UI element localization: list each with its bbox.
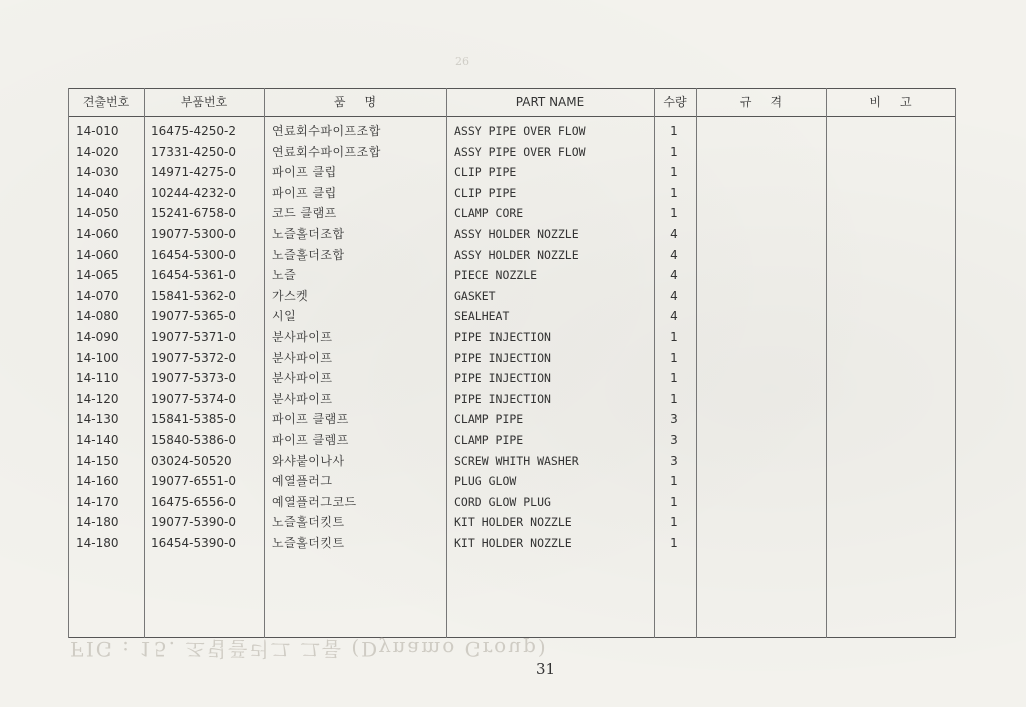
part-no-cell: 19077-5371-0 <box>151 330 237 344</box>
korean-name-cell: 분사파이프 <box>272 371 333 386</box>
column-rule <box>826 88 827 638</box>
korean-name-cell: 시일 <box>272 309 297 324</box>
part-no-cell: 17331-4250-0 <box>151 144 237 159</box>
fig-no-cell: 14-060 <box>76 227 119 241</box>
part-no-cell: 16475-4250-2 <box>151 124 237 138</box>
qty-cell: 4 <box>670 268 678 283</box>
fig-no-cell: 14-050 <box>76 206 119 221</box>
qty-cell: 4 <box>670 288 678 303</box>
part-name-cell: SCREW WHITH WASHER <box>454 453 579 468</box>
part-no-cell: 14971-4275-0 <box>151 165 237 180</box>
part-no-cell: 16454-5361-0 <box>151 268 237 283</box>
qty-cell: 1 <box>670 185 678 200</box>
fig-no-cell: 14-130 <box>76 412 119 427</box>
part-no-cell: 16454-5300-0 <box>151 247 237 262</box>
korean-name-cell: 와샤붙이나사 <box>272 453 345 468</box>
part-name-cell: ASSY PIPE OVER FLOW <box>454 124 586 138</box>
fig-no-cell: 14-100 <box>76 350 119 365</box>
column-rule <box>696 88 697 638</box>
part-name-cell: ASSY PIPE OVER FLOW <box>454 144 586 159</box>
fig-no-cell: 14-170 <box>76 494 119 509</box>
korean-name-cell: 노즐 <box>272 268 297 283</box>
part-name-cell: CORD GLOW PLUG <box>454 494 551 509</box>
korean-name-cell: 분사파이프 <box>272 330 333 344</box>
part-no-cell: 16454-5390-0 <box>151 536 237 550</box>
part-name-cell: ASSY HOLDER NOZZLE <box>454 227 579 241</box>
part-name-cell: PIPE INJECTION <box>454 371 551 386</box>
fig-no-cell: 14-040 <box>76 185 119 200</box>
qty-cell: 3 <box>670 433 678 447</box>
qty-cell: 1 <box>670 330 678 344</box>
page-number: 31 <box>536 660 556 678</box>
header-fig-no: 견출번호 <box>82 95 130 109</box>
qty-cell: 1 <box>670 165 678 180</box>
qty-cell: 1 <box>670 371 678 386</box>
fig-no-cell: 14-180 <box>76 515 119 530</box>
part-no-cell: 15840-5386-0 <box>151 433 237 447</box>
qty-cell: 4 <box>670 309 678 324</box>
korean-name-cell: 노즐홀더킷트 <box>272 515 345 530</box>
part-name-cell: PIPE INJECTION <box>454 330 551 344</box>
parts-table <box>68 88 956 638</box>
korean-name-cell: 파이프 클렘프 <box>272 433 349 447</box>
part-no-cell: 15241-6758-0 <box>151 206 237 221</box>
part-no-cell: 19077-5372-0 <box>151 350 237 365</box>
qty-cell: 4 <box>670 247 678 262</box>
fig-no-cell: 14-150 <box>76 453 119 468</box>
qty-cell: 1 <box>670 124 678 138</box>
qty-cell: 1 <box>670 536 678 550</box>
part-no-cell: 15841-5385-0 <box>151 412 237 427</box>
part-name-cell: CLIP PIPE <box>454 185 517 200</box>
part-name-cell: CLIP PIPE <box>454 165 517 180</box>
fig-no-cell: 14-080 <box>76 309 119 324</box>
qty-cell: 4 <box>670 227 678 241</box>
column-rule <box>68 88 69 638</box>
part-no-cell: 03024-50520 <box>151 453 232 468</box>
faint-page-mark: 26 <box>455 55 469 68</box>
fig-no-cell: 14-030 <box>76 165 119 180</box>
part-name-cell: CLAMP PIPE <box>454 433 524 447</box>
korean-name-cell: 분사파이프 <box>272 391 333 406</box>
korean-name-cell: 연료회수파이프조합 <box>272 124 381 138</box>
fig-no-cell: 14-090 <box>76 330 119 344</box>
qty-cell: 3 <box>670 412 678 427</box>
part-no-cell: 19077-5374-0 <box>151 391 237 406</box>
header-korean-name: 품 명 <box>333 95 377 109</box>
korean-name-cell: 노즐홀더조합 <box>272 247 345 262</box>
part-name-cell: ASSY HOLDER NOZZLE <box>454 247 579 262</box>
qty-cell: 3 <box>670 453 678 468</box>
korean-name-cell: 예열플러그코드 <box>272 494 357 509</box>
bleed-through-caption: FIG : 15. 조립플러그 그룹 (Dynamo Group) <box>70 637 548 661</box>
part-name-cell: CLAMP CORE <box>454 206 524 221</box>
korean-name-cell: 예열플러그 <box>272 474 333 489</box>
korean-name-cell: 노즐홀더킷트 <box>272 536 345 550</box>
part-name-cell: PIPE INJECTION <box>454 391 551 406</box>
qty-cell: 1 <box>670 144 678 159</box>
korean-name-cell: 코드 클램프 <box>272 206 337 221</box>
part-name-cell: PIPE INJECTION <box>454 350 551 365</box>
part-name-cell: CLAMP PIPE <box>454 412 524 427</box>
part-name-cell: GASKET <box>454 288 496 303</box>
header-qty: 수량 <box>663 95 687 109</box>
part-name-cell: KIT HOLDER NOZZLE <box>454 515 572 530</box>
fig-no-cell: 14-060 <box>76 247 119 262</box>
part-name-cell: KIT HOLDER NOZZLE <box>454 536 572 550</box>
part-no-cell: 19077-5373-0 <box>151 371 237 386</box>
part-name-cell: PLUG GLOW <box>454 474 517 489</box>
fig-no-cell: 14-160 <box>76 474 119 489</box>
part-no-cell: 19077-6551-0 <box>151 474 237 489</box>
part-name-cell: PIECE NOZZLE <box>454 268 538 283</box>
header-part-no: 부품번호 <box>180 95 228 109</box>
column-rule <box>955 88 956 638</box>
part-no-cell: 16475-6556-0 <box>151 494 237 509</box>
korean-name-cell: 파이프 클립 <box>272 165 337 180</box>
korean-name-cell: 가스켓 <box>272 288 309 303</box>
korean-name-cell: 파이프 클램프 <box>272 412 349 427</box>
fig-no-cell: 14-010 <box>76 124 119 138</box>
qty-cell: 1 <box>670 515 678 530</box>
fig-no-cell: 14-065 <box>76 268 119 283</box>
qty-cell: 1 <box>670 206 678 221</box>
fig-no-cell: 14-120 <box>76 391 119 406</box>
header-bottom-rule <box>68 116 956 117</box>
part-no-cell: 10244-4232-0 <box>151 185 237 200</box>
fig-no-cell: 14-140 <box>76 433 119 447</box>
qty-cell: 1 <box>670 474 678 489</box>
part-name-cell: SEALHEAT <box>454 309 510 324</box>
header-part-name: PART NAME <box>515 95 585 109</box>
korean-name-cell: 파이프 클립 <box>272 185 337 200</box>
qty-cell: 1 <box>670 350 678 365</box>
qty-cell: 1 <box>670 391 678 406</box>
header-spec: 규 격 <box>739 95 783 109</box>
fig-no-cell: 14-110 <box>76 371 119 386</box>
fig-no-cell: 14-020 <box>76 144 119 159</box>
qty-cell: 1 <box>670 494 678 509</box>
fig-no-cell: 14-180 <box>76 536 119 550</box>
part-no-cell: 15841-5362-0 <box>151 288 237 303</box>
fig-no-cell: 14-070 <box>76 288 119 303</box>
part-no-cell: 19077-5300-0 <box>151 227 237 241</box>
korean-name-cell: 분사파이프 <box>272 350 333 365</box>
part-no-cell: 19077-5365-0 <box>151 309 237 324</box>
part-no-cell: 19077-5390-0 <box>151 515 237 530</box>
header-remarks: 비 고 <box>869 95 912 109</box>
korean-name-cell: 연료회수파이프조합 <box>272 144 381 159</box>
korean-name-cell: 노즐홀더조합 <box>272 227 345 241</box>
